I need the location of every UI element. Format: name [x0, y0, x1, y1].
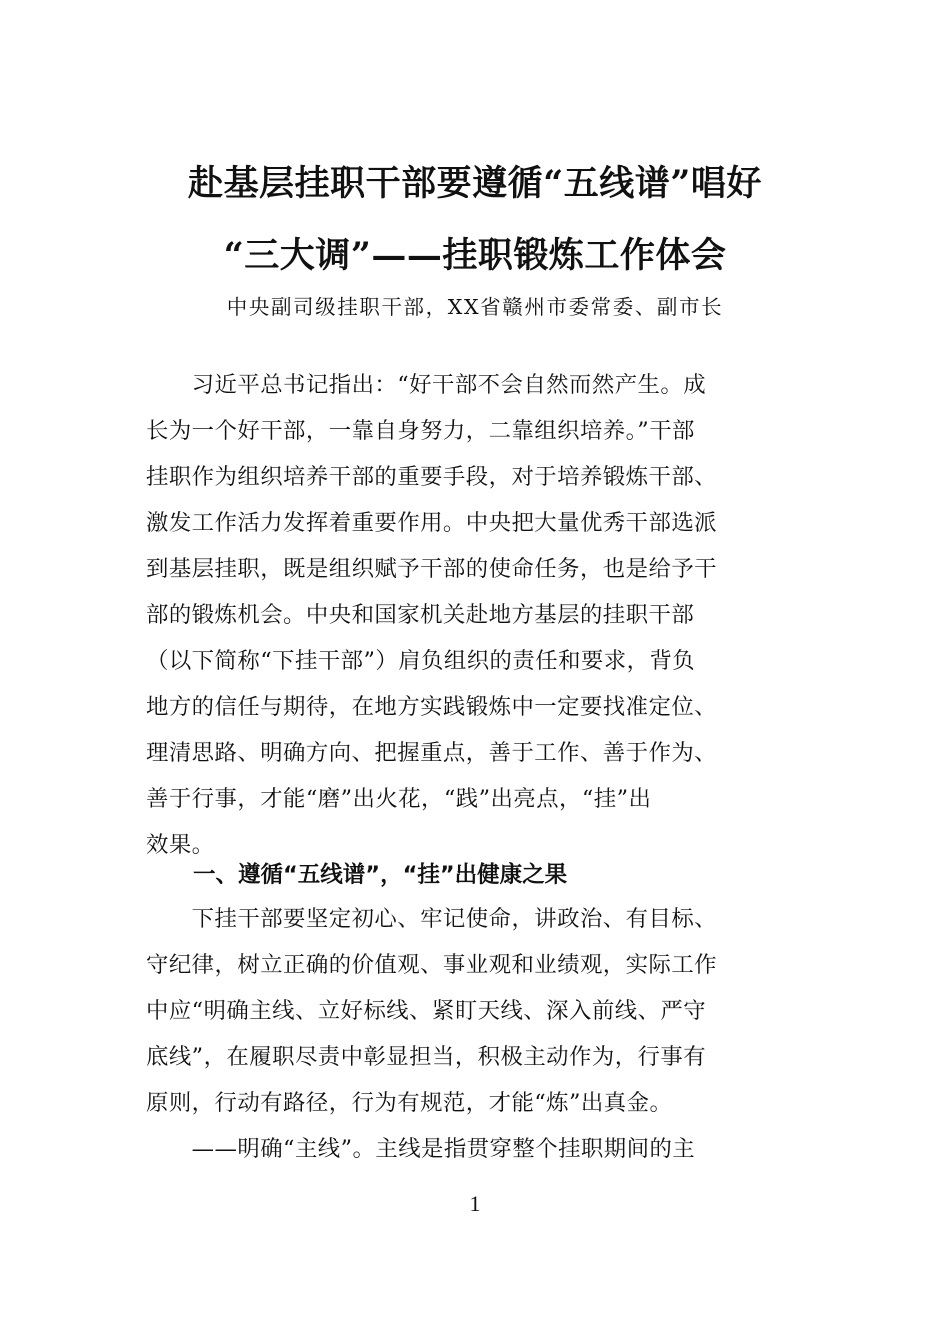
- author-subtitle: 中央副司级挂职干部，XX省赣州市委常委、副市长: [226, 295, 724, 319]
- text-line: 激发工作活力发挥着重要作用。中央把大量优秀干部选派: [146, 510, 718, 536]
- document-title-line-1: 赴基层挂职干部要遵循“五线谱”唱好: [188, 163, 762, 204]
- paragraph-intro: [146, 362, 778, 868]
- page-number: 1: [469, 1191, 481, 1216]
- text-line: 到基层挂职，既是组织赋予干部的使命任务，也是给予干: [146, 556, 718, 582]
- text-line: 地方的信任与期待，在地方实践锻炼中一定要找准定位、: [146, 694, 718, 720]
- paragraph-section-1: [146, 896, 778, 1172]
- text-line: 底线”，在履职尽责中彰显担当，积极主动作为，行事有: [146, 1044, 707, 1070]
- text-line: ——明确“主线”。主线是指贯穿整个挂职期间的主: [146, 1136, 696, 1162]
- text-line: 善于行事，才能“磨”出火花，“践”出亮点，“挂”出: [146, 786, 652, 812]
- text-line: 部的锻炼机会。中央和国家机关赴地方基层的挂职干部: [146, 602, 695, 628]
- document-title-line-2: “三大调”——挂职锻炼工作体会: [223, 235, 727, 276]
- text-line: 下挂干部要坚定初心、牢记使命，讲政治、有目标、: [146, 906, 718, 932]
- text-line: 理清思路、明确方向、把握重点，善于工作、善于作为、: [146, 740, 718, 766]
- text-line: 挂职作为组织培养干部的重要手段，对于培养锻炼干部、: [146, 464, 718, 490]
- section-heading-1: 一、遵循“五线谱”，“挂”出健康之果: [193, 862, 568, 888]
- text-line: 效果。: [146, 832, 215, 858]
- text-line: 原则，行动有路径，行为有规范，才能“炼”出真金。: [146, 1090, 673, 1116]
- text-line: （以下简称“下挂干部”）肩负组织的责任和要求，背负: [146, 648, 696, 674]
- text-line: 中应“明确主线、立好标线、紧盯天线、深入前线、严守: [146, 998, 707, 1024]
- text-line: 长为一个好干部，一靠自身努力，二靠组织培养。”干部: [146, 418, 695, 444]
- text-line: 守纪律，树立正确的价值观、事业观和业绩观，实际工作: [146, 952, 718, 978]
- text-line: 习近平总书记指出：“好干部不会自然而然产生。成: [146, 372, 707, 398]
